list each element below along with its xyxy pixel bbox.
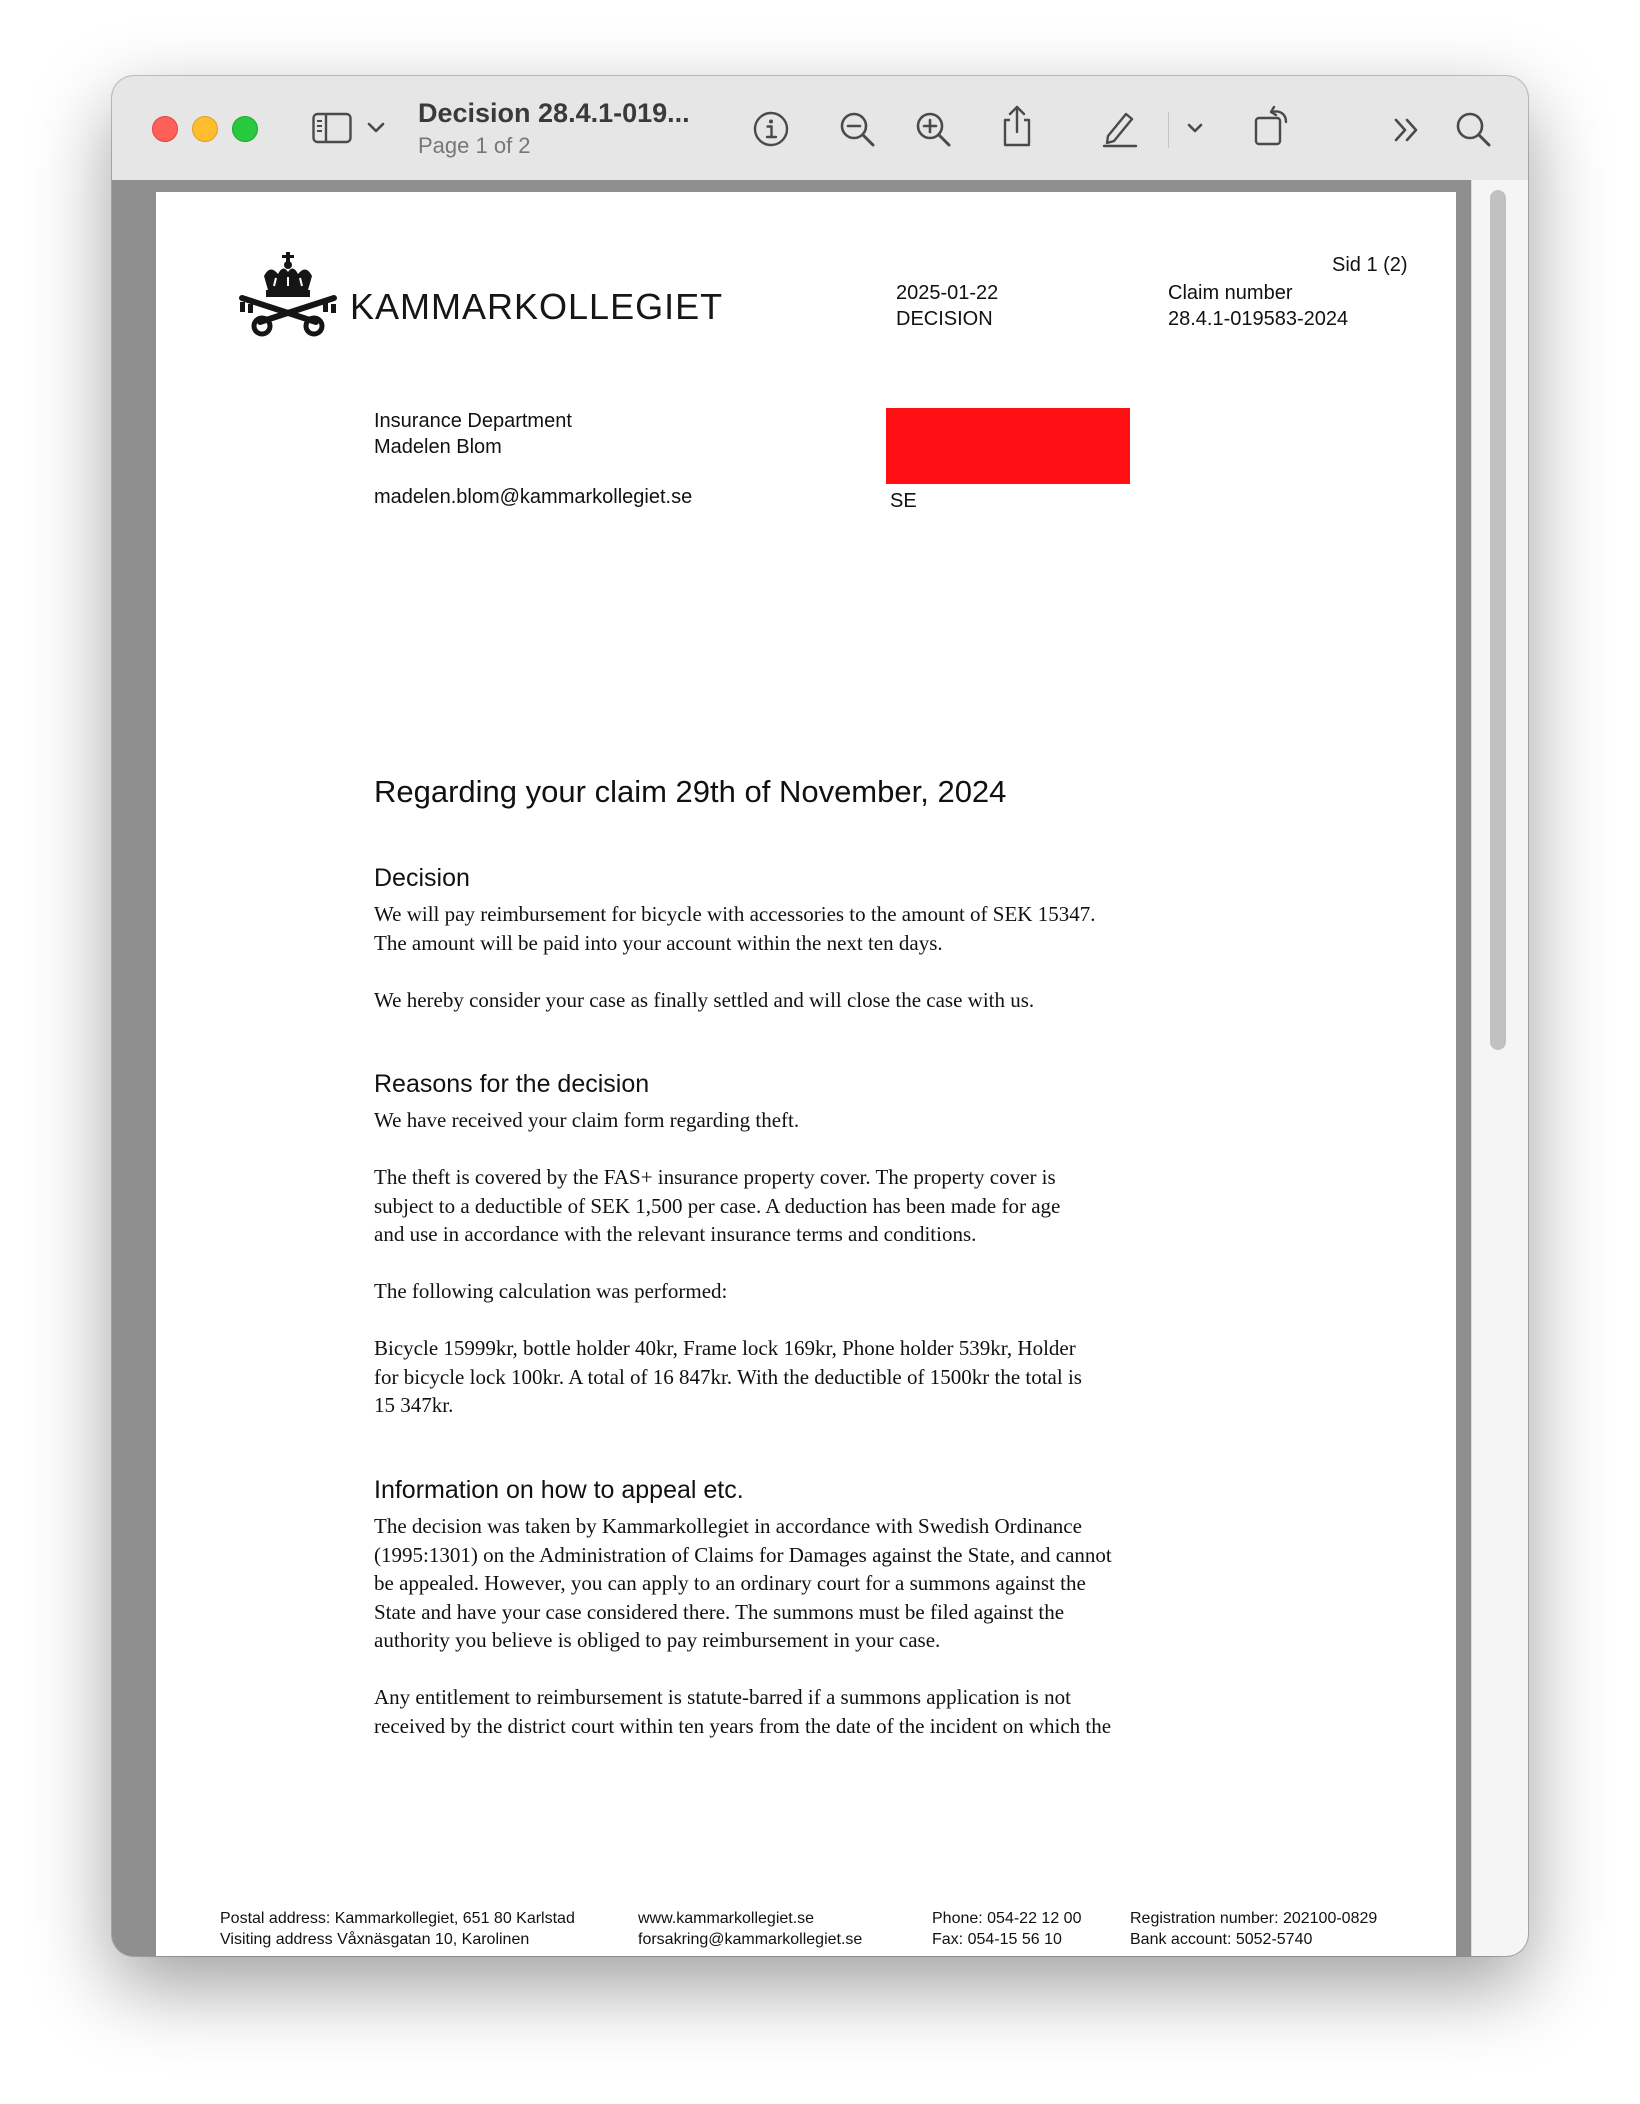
sender-email: madelen.blom@kammarkollegiet.se <box>374 486 693 508</box>
window-title: Decision 28.4.1-019... <box>418 98 690 128</box>
text-line: We hereby consider your case as finally settled and will close the case with us. <box>374 987 1035 1012</box>
text-line: for bicycle lock 100kr. A total of 16 847kr. With the deductible of 1500kr the total is <box>374 1364 1082 1389</box>
logo-wordmark: KAMMARKOLLEGIET <box>350 286 724 327</box>
vertical-scrollbar[interactable] <box>1471 180 1528 1956</box>
chevron-down-icon[interactable] <box>366 120 386 136</box>
search-icon[interactable] <box>1454 110 1494 150</box>
text-line: received by the district court within ten years from the date of the incident on which the <box>374 1713 1112 1738</box>
footer-email: forsakring@kammarkollegiet.se <box>638 1931 863 1948</box>
text-line: Any entitlement to reimbursement is statute-barred if a summons application is not <box>374 1685 1071 1709</box>
document-page <box>156 192 1456 1956</box>
text-line: The decision was taken by Kammarkollegiet in accordance with Swedish Ordinance <box>374 1514 1082 1538</box>
sender-block <box>374 408 692 510</box>
section-title-decision: Decision <box>374 864 470 892</box>
crown-keys-logo-icon <box>232 250 344 345</box>
claim-number: 28.4.1-019583-2024 <box>1168 308 1349 330</box>
section-body-reasons <box>374 1106 1082 1420</box>
doc-date-block <box>896 280 998 332</box>
page-number: Sid 1 (2) <box>1332 254 1408 276</box>
sidebar-icon[interactable] <box>312 112 352 144</box>
recipient-country: SE <box>890 490 917 512</box>
markup-pen-icon[interactable] <box>1100 108 1140 148</box>
preview-window <box>112 76 1528 1956</box>
footer-visiting: Visiting address Våxnäsgatan 10, Karolinen <box>220 1931 530 1948</box>
footer-fax: Fax: 054-15 56 10 <box>932 1931 1062 1948</box>
redacted-recipient-address <box>886 408 1130 484</box>
info-icon[interactable] <box>752 110 790 148</box>
claim-block <box>1168 280 1348 332</box>
section-title-reasons: Reasons for the decision <box>374 1070 650 1098</box>
page-indicator: Page 1 of 2 <box>418 133 531 158</box>
chevron-down-icon[interactable] <box>1186 122 1204 136</box>
text-line: The theft is covered by the FAS+ insurance property cover. The property cover is <box>374 1165 1056 1189</box>
page-title: Regarding your claim 29th of November, 2024 <box>374 774 1007 809</box>
section-body-decision <box>374 900 1095 1014</box>
more-chevrons-icon[interactable] <box>1392 116 1422 144</box>
footer-contact <box>638 1908 862 1950</box>
footer-web: www.kammarkollegiet.se <box>638 1910 815 1927</box>
zoom-in-icon[interactable] <box>914 110 954 150</box>
scrollbar-thumb[interactable] <box>1490 190 1506 1050</box>
text-line: We have received your claim form regarding theft. <box>374 1108 800 1132</box>
text-line: We will pay reimbursement for bicycle with accessories to the amount of SEK 15347. <box>374 902 1096 926</box>
share-icon[interactable] <box>1000 104 1034 148</box>
text-line: and use in accordance with the relevant insurance terms and conditions. <box>374 1222 977 1246</box>
claim-label: Claim number <box>1168 282 1293 304</box>
text-line: authority you believe is obliged to pay reimbursement in your case. <box>374 1628 941 1652</box>
text-line: State and have your case considered there. The summons must be filed against the <box>374 1599 1065 1624</box>
footer-bank: Bank account: 5052-5740 <box>1130 1931 1313 1948</box>
footer-phone-block <box>932 1908 1081 1950</box>
footer-postal: Postal address: Kammarkollegiet, 651 80 Karlstad <box>220 1910 575 1927</box>
text-line: The amount will be paid into your account within the next ten days. <box>374 930 943 955</box>
text-line: 15 347kr. <box>374 1393 454 1417</box>
doc-date: 2025-01-22 <box>896 282 999 304</box>
text-line: Bicycle 15999kr, bottle holder 40kr, Frame lock 169kr, Phone holder 539kr, Holder <box>374 1336 1076 1360</box>
toolbar-divider <box>1168 112 1169 148</box>
footer-registration-block <box>1130 1908 1377 1950</box>
zoom-out-icon[interactable] <box>838 110 878 150</box>
footer-registration: Registration number: 202100-0829 <box>1130 1910 1378 1927</box>
minimize-window-button[interactable] <box>192 116 218 142</box>
section-title-appeal: Information on how to appeal etc. <box>374 1476 744 1504</box>
sender-department: Insurance Department <box>374 410 572 432</box>
text-line: The following calculation was performed: <box>374 1279 728 1303</box>
close-window-button[interactable] <box>152 116 178 142</box>
rotate-icon[interactable] <box>1252 104 1292 148</box>
text-line: (1995:1301) on the Administration of Claims for Damages against the State, and cannot <box>374 1542 1112 1567</box>
title-bar <box>112 76 1528 181</box>
section-body-appeal <box>374 1512 1112 1740</box>
sender-name: Madelen Blom <box>374 436 502 458</box>
text-line: subject to a deductible of SEK 1,500 per case. A deduction has been made for age <box>374 1193 1061 1218</box>
footer-address <box>220 1908 575 1950</box>
doc-type: DECISION <box>896 308 993 330</box>
footer-phone: Phone: 054-22 12 00 <box>932 1910 1082 1927</box>
window-title-block <box>418 98 690 159</box>
text-line: be appealed. However, you can apply to an ordinary court for a summons against the <box>374 1571 1086 1595</box>
maximize-window-button[interactable] <box>232 116 258 142</box>
document-viewer[interactable] <box>112 180 1528 1956</box>
